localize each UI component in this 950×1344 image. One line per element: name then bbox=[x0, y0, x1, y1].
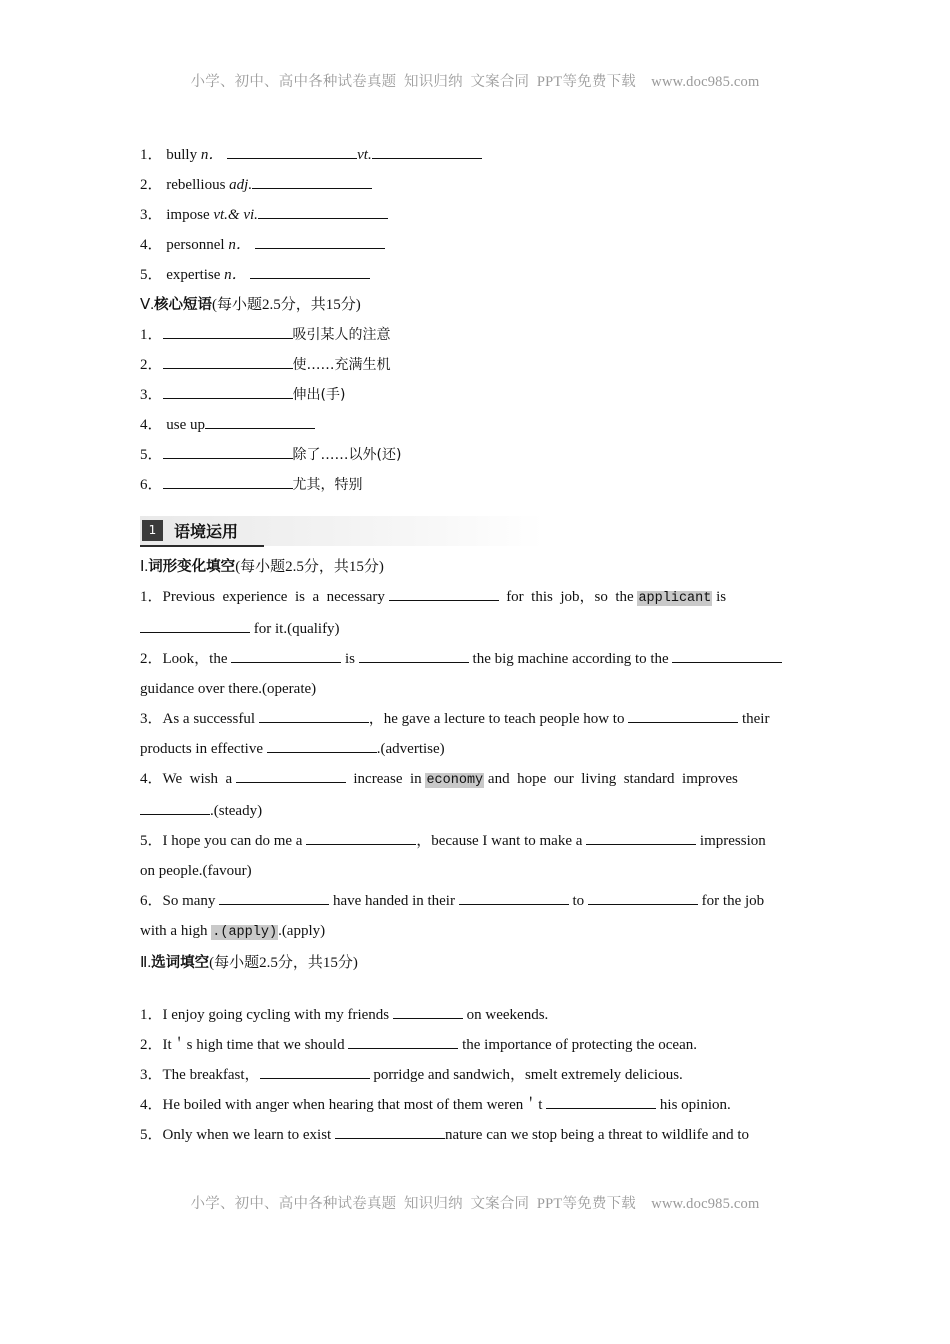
answer-blank[interactable] bbox=[586, 831, 696, 845]
item-number: 3． bbox=[140, 1067, 163, 1083]
part2-heading bbox=[140, 948, 812, 978]
vocab-word: expertise bbox=[166, 267, 221, 283]
vocab-pos: n． bbox=[228, 237, 251, 253]
vocab-pos: adj. bbox=[229, 177, 253, 193]
phrase-text: use up bbox=[166, 417, 206, 433]
vocab-item bbox=[140, 260, 812, 290]
phrase-meaning: 吸引某人的注意 bbox=[292, 327, 391, 343]
item-number: 5． bbox=[140, 833, 163, 849]
phrase-number: 2． bbox=[140, 357, 163, 373]
vocab-number: 4． bbox=[140, 237, 163, 253]
word-bank-area bbox=[140, 978, 812, 1000]
part1-score: (每小题2.5分，共15分) bbox=[235, 559, 384, 575]
phrase-number: 3． bbox=[140, 387, 163, 403]
phrase-item bbox=[140, 470, 812, 500]
vocab-number: 5． bbox=[140, 267, 163, 283]
item-number: 5． bbox=[140, 1127, 163, 1143]
phrases-roman: Ⅴ. bbox=[140, 297, 155, 313]
answer-blank[interactable] bbox=[389, 587, 499, 601]
vocab-word: impose bbox=[166, 207, 210, 223]
item-number: 2． bbox=[140, 651, 163, 667]
phrase-number: 1． bbox=[140, 327, 163, 343]
vocab-number: 1． bbox=[140, 147, 163, 163]
watermark-bottom: 小学、初中、高中各种试卷真题 知识归纳 文案合同 PPT等免费下载 www.doc985.com bbox=[190, 1196, 760, 1212]
exercise-item bbox=[140, 886, 812, 948]
answer-blank[interactable] bbox=[546, 1095, 656, 1109]
section-underline bbox=[140, 545, 264, 547]
item-body: We wish a increase in economy and hope our living standard improves .(steady) bbox=[140, 771, 738, 819]
answer-blank[interactable] bbox=[628, 709, 738, 723]
answer-blank[interactable] bbox=[372, 145, 482, 159]
item-body: Look，the is the big machine according to the guidance over there.(operate) bbox=[140, 651, 782, 697]
answer-blank[interactable] bbox=[205, 415, 315, 429]
phrase-item bbox=[140, 320, 812, 350]
answer-blank[interactable] bbox=[348, 1035, 458, 1049]
phrases-heading bbox=[140, 290, 812, 320]
exercise-item: 2．It＇s high time that we should the importance of protecting the ocean. bbox=[140, 1037, 697, 1053]
phrases-score: (每小题2.5分，共15分) bbox=[212, 297, 361, 313]
watermark-top: 小学、初中、高中各种试卷真题 知识归纳 文案合同 PPT等免费下载 www.doc985.com bbox=[190, 74, 760, 90]
item-number: 4． bbox=[140, 771, 163, 787]
answer-blank[interactable] bbox=[163, 475, 293, 489]
part2-label: 选词填空 bbox=[151, 955, 210, 971]
highlighted-word: economy bbox=[426, 773, 484, 788]
exercise-item bbox=[140, 582, 812, 644]
exercise-item: 1．I enjoy going cycling with my friends on weekends. bbox=[140, 1007, 549, 1023]
document-content bbox=[140, 140, 812, 1150]
vocab-word: personnel bbox=[166, 237, 225, 253]
vocab-item bbox=[140, 230, 812, 260]
part2-roman: Ⅱ. bbox=[140, 955, 152, 971]
vocab-item bbox=[140, 200, 812, 230]
answer-blank[interactable] bbox=[236, 769, 346, 783]
answer-blank[interactable] bbox=[335, 1125, 445, 1139]
answer-blank[interactable] bbox=[359, 649, 469, 663]
phrase-meaning: 伸出(手) bbox=[292, 387, 346, 403]
exercise-item: 3．The breakfast， porridge and sandwich，smelt extremely delicious. bbox=[140, 1067, 683, 1083]
phrase-meaning: 使……充满生机 bbox=[292, 357, 391, 373]
phrase-number: 6． bbox=[140, 477, 163, 493]
vocab-number: 2． bbox=[140, 177, 163, 193]
vocab-pos: n． bbox=[224, 267, 247, 283]
exercise-item: 5．Only when we learn to exist nature can we stop being a threat to wildlife and to bbox=[140, 1127, 750, 1143]
exercise-item: 4．He boiled with anger when hearing that most of them weren＇t his opinion. bbox=[140, 1097, 731, 1113]
vocab-word: bully bbox=[166, 147, 198, 163]
answer-blank[interactable] bbox=[163, 385, 293, 399]
vocab-pos-2: vt. bbox=[357, 147, 372, 163]
answer-blank[interactable] bbox=[219, 891, 329, 905]
answer-blank[interactable] bbox=[306, 831, 416, 845]
item-number: 6． bbox=[140, 893, 163, 909]
item-number: 1． bbox=[140, 1007, 163, 1023]
vocab-item bbox=[140, 170, 812, 200]
item-body: So many have handed in their to for the job with a high .(apply).(apply) bbox=[140, 893, 765, 940]
phrase-item bbox=[140, 410, 812, 440]
answer-blank[interactable] bbox=[260, 1065, 370, 1079]
item-body: I hope you can do me a ，because I want to make a impression on people.(favour) bbox=[140, 833, 766, 879]
phrases-label: 核心短语 bbox=[154, 297, 213, 313]
part1-roman: Ⅰ. bbox=[140, 559, 149, 575]
answer-blank[interactable] bbox=[163, 325, 293, 339]
vocab-pos: vt.& vi. bbox=[213, 207, 258, 223]
item-number: 1． bbox=[140, 589, 163, 605]
section-banner bbox=[140, 516, 812, 546]
item-number: 2． bbox=[140, 1037, 163, 1053]
vocab-item bbox=[140, 140, 812, 170]
part1-label: 词形变化填空 bbox=[148, 559, 236, 575]
answer-blank[interactable] bbox=[252, 175, 372, 189]
phrase-item bbox=[140, 440, 812, 470]
section-number-badge: 1 bbox=[142, 520, 163, 541]
answer-blank[interactable] bbox=[163, 355, 293, 369]
answer-blank[interactable] bbox=[163, 445, 293, 459]
phrase-number: 5． bbox=[140, 447, 163, 463]
exercise-item bbox=[140, 644, 812, 704]
vocab-number: 3． bbox=[140, 207, 163, 223]
answer-blank[interactable] bbox=[227, 145, 357, 159]
answer-blank[interactable] bbox=[255, 235, 385, 249]
answer-blank[interactable] bbox=[258, 205, 388, 219]
highlighted-word: applicant bbox=[638, 591, 712, 606]
exercise-item bbox=[140, 826, 812, 886]
answer-blank[interactable] bbox=[140, 801, 210, 815]
phrase-number: 4． bbox=[140, 417, 163, 433]
phrase-item bbox=[140, 350, 812, 380]
item-body: Previous experience is a necessary for this job，so the applicant is for it.(qualify) bbox=[140, 589, 726, 637]
answer-blank[interactable] bbox=[140, 619, 250, 633]
highlighted-word: .(apply) bbox=[212, 925, 278, 940]
answer-blank[interactable] bbox=[393, 1005, 463, 1019]
exercise-item bbox=[140, 764, 812, 826]
part1-heading bbox=[140, 552, 812, 582]
part2-score: (每小题2.5分，共15分) bbox=[209, 955, 358, 971]
answer-blank[interactable] bbox=[588, 891, 698, 905]
item-body: As a successful ，he gave a lecture to teach people how to their products in effective .(advertise) bbox=[140, 711, 770, 757]
section-title: 语境运用 bbox=[174, 522, 239, 541]
item-number: 4． bbox=[140, 1097, 163, 1113]
item-number: 3． bbox=[140, 711, 163, 727]
answer-blank[interactable] bbox=[250, 265, 370, 279]
phrase-meaning: 尤其，特别 bbox=[292, 477, 363, 493]
exercise-item bbox=[140, 704, 812, 764]
vocab-word: rebellious bbox=[166, 177, 226, 193]
answer-blank[interactable] bbox=[267, 739, 377, 753]
answer-blank[interactable] bbox=[459, 891, 569, 905]
phrase-item bbox=[140, 380, 812, 410]
answer-blank[interactable] bbox=[259, 709, 369, 723]
phrase-meaning: 除了……以外(还) bbox=[292, 447, 402, 463]
answer-blank[interactable] bbox=[231, 649, 341, 663]
vocab-pos: n． bbox=[200, 147, 224, 163]
answer-blank[interactable] bbox=[672, 649, 782, 663]
